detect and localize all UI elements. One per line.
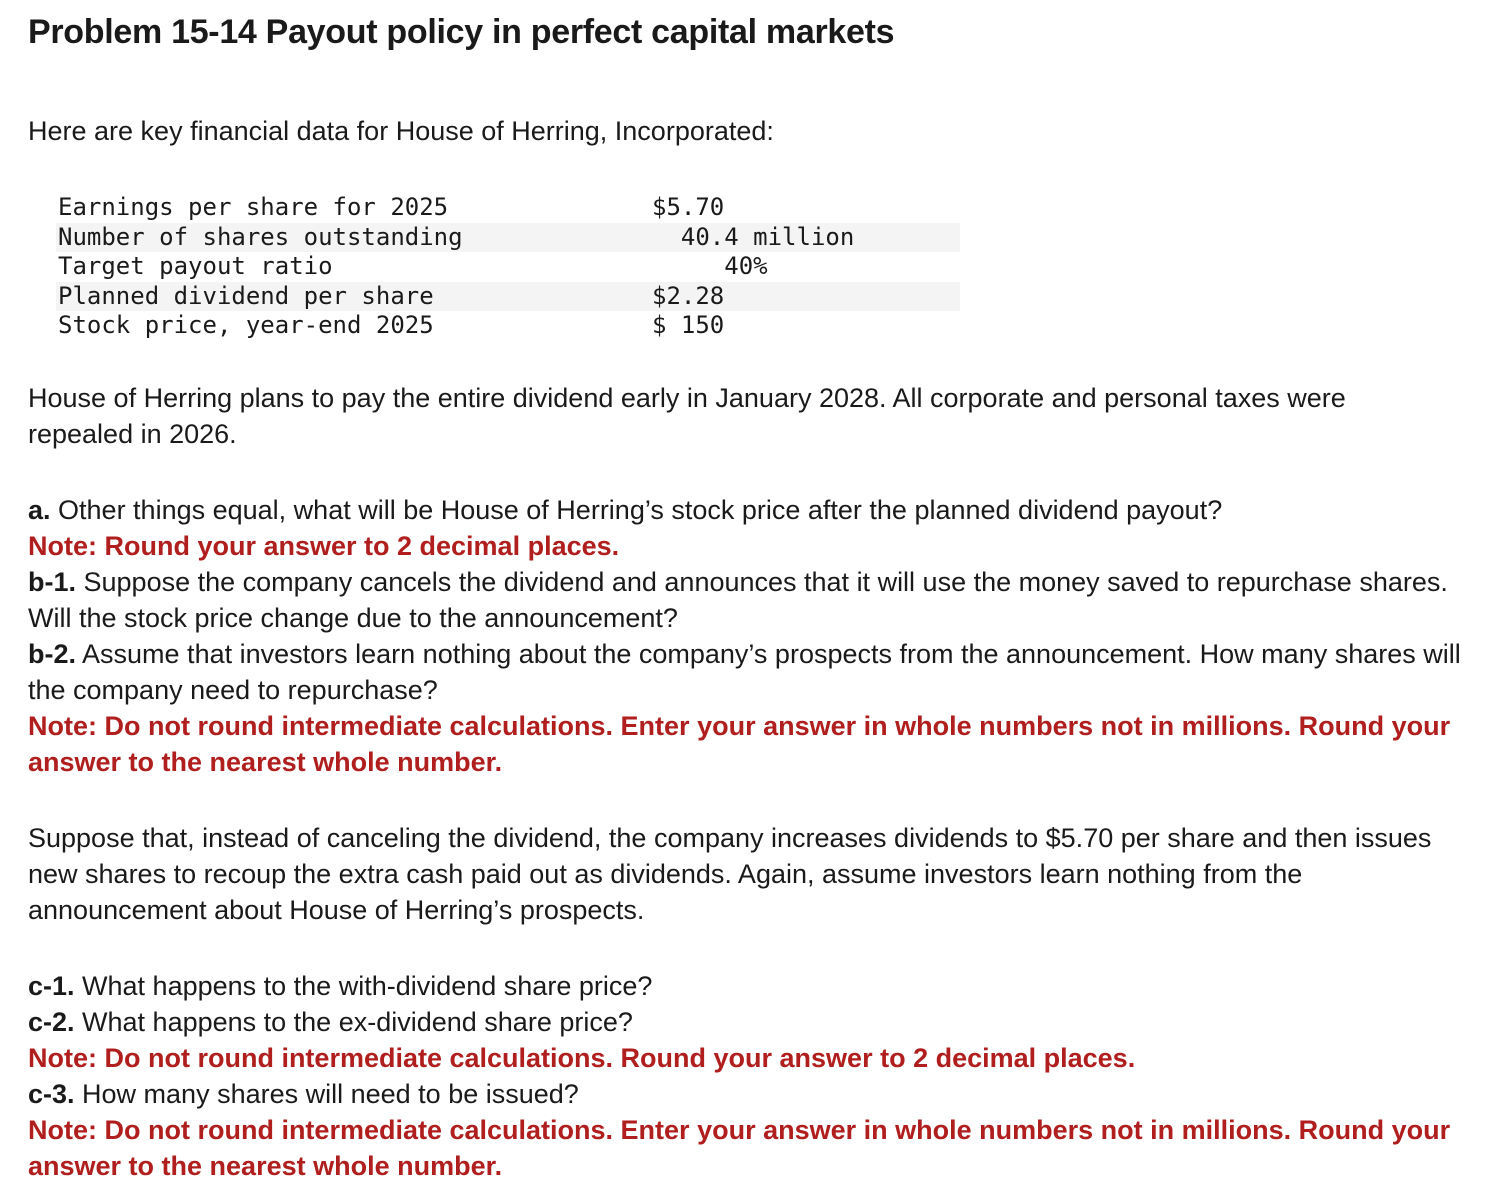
note-b2: Note: Do not round intermediate calculations. Enter your answer in whole numbers not in millions. Round your answer to the nearest whole number. (28, 711, 1451, 777)
question-label: a. (28, 495, 51, 525)
row-label: Planned dividend per share (56, 282, 580, 312)
suppose-text: Suppose that, instead of canceling the dividend, the company increases dividends to $5.70 per share and then issues new shares to recoup the extra cash paid out as dividends. Again, assume investors learn nothing from the announcement about House of Herring’s prospects. (28, 823, 1432, 925)
question-text: Other things equal, what will be House of Herring’s stock price after the planned dividend payout? (50, 495, 1223, 525)
question-label: b-2. (28, 639, 77, 669)
row-label: Stock price, year-end 2025 (58, 311, 434, 340)
question-text: Assume that investors learn nothing about the company’s prospects from the announcement. How many shares will the company need to repurchase? (28, 639, 1461, 705)
table-row (56, 252, 960, 282)
table-row (56, 193, 960, 223)
row-value: $5.70 (652, 193, 725, 221)
note-c2: Note: Do not round intermediate calculations. Round your answer to 2 decimal places. (28, 1043, 1136, 1073)
question-text: What happens to the ex-dividend share price? (74, 1007, 633, 1037)
table-row (56, 311, 960, 341)
table-row (56, 282, 960, 312)
row-label: Number of shares outstanding (56, 223, 580, 253)
financial-data-table (56, 193, 960, 341)
question-a (28, 492, 1478, 528)
row-label: Target payout ratio (58, 252, 333, 281)
intro-text: Here are key financial data for House of Herring, Incorporated: (28, 116, 774, 146)
question-c1 (28, 968, 1478, 1004)
question-label: b-1. (28, 567, 77, 597)
question-text: What happens to the with-dividend share price? (74, 971, 653, 1001)
row-value: $2.28 (580, 282, 960, 312)
question-label: c-1. (28, 971, 75, 1001)
note-a: Note: Round your answer to 2 decimal places. (28, 531, 620, 561)
question-b2 (28, 636, 1478, 708)
questions-a-b (28, 492, 1478, 780)
note-c3: Note: Do not round intermediate calculations. Enter your answer in whole numbers not in millions. Round your answer to the nearest whole number. (28, 1115, 1451, 1181)
question-b1 (28, 564, 1478, 636)
question-label: c-3. (28, 1079, 75, 1109)
questions-c (28, 968, 1478, 1184)
question-c2 (28, 1004, 1478, 1040)
row-value: $ 150 (652, 311, 725, 340)
row-value: 40.4 million (580, 223, 960, 253)
table-row (56, 223, 960, 253)
question-text: Suppose the company cancels the dividend and announces that it will use the money saved to repurchase shares. Will the stock price change due to the announcement? (28, 567, 1448, 633)
question-label: c-2. (28, 1007, 75, 1037)
page-title: Problem 15-14 Payout policy in perfect capital markets (28, 13, 895, 51)
plan-text: House of Herring plans to pay the entire dividend early in January 2028. All corporate and personal taxes were repealed in 2026. (28, 383, 1346, 449)
row-label: Earnings per share for 2025 (58, 193, 449, 221)
row-value: 40% (652, 252, 768, 281)
question-text: How many shares will need to be issued? (74, 1079, 579, 1109)
question-c3 (28, 1076, 1478, 1112)
